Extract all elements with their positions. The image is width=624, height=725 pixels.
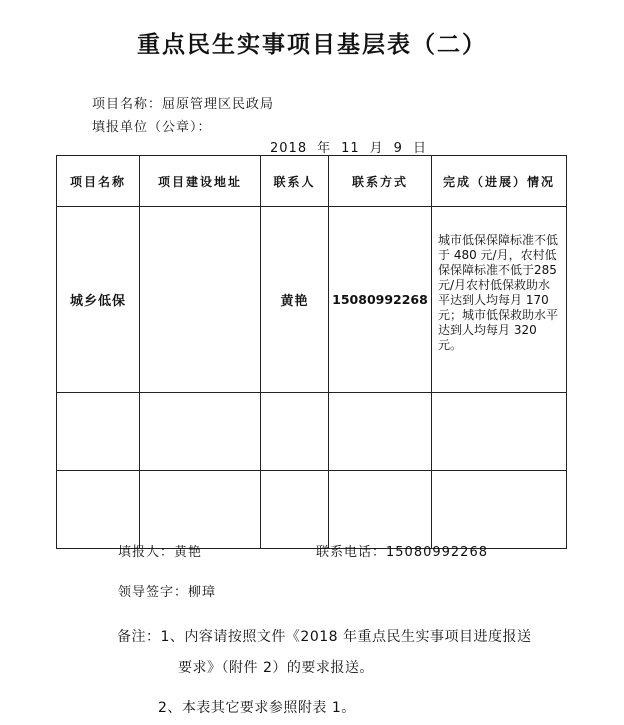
phone-value: 15080992268 — [386, 545, 488, 560]
reporting-unit-line — [92, 116, 212, 135]
header-contact-method: 联系方式 — [329, 156, 432, 207]
project-table — [56, 155, 567, 549]
table-header-row — [57, 156, 567, 207]
project-name-label: 项目名称： — [92, 97, 163, 112]
header-project-address: 项目建设地址 — [140, 156, 261, 207]
cell-phone: 15080992268 — [329, 207, 432, 393]
page-title: 重点民生实事项目基层表（二） — [137, 31, 487, 58]
date-year: 2018 — [270, 141, 308, 156]
table-row-empty — [57, 471, 567, 549]
date-month-unit: 月 — [369, 141, 384, 156]
cell-project-name: 城乡低保 — [57, 207, 140, 393]
filler-label: 填报人： — [118, 545, 175, 560]
cell-contact: 黄艳 — [261, 207, 329, 393]
note-line-2: 要求》（附件 2）的要求报送。 — [178, 660, 374, 676]
note-line-1: 备注：1、内容请按照文件《2018 年重点民生实事项目进度报送 — [117, 629, 532, 645]
phone-line — [316, 541, 488, 560]
phone-label: 联系电话： — [316, 545, 387, 560]
table-row-empty — [57, 393, 567, 471]
leader-value: 柳璋 — [188, 585, 217, 600]
date-day: 9 — [393, 141, 403, 156]
project-name-value: 屈原管理区民政局 — [162, 97, 275, 112]
date-month: 11 — [341, 141, 360, 156]
date-year-unit: 年 — [317, 141, 332, 156]
header-progress: 完成（进展）情况 — [432, 156, 567, 207]
leader-label: 领导签字： — [118, 585, 189, 600]
leader-signature-line — [118, 581, 216, 600]
filler-line — [118, 541, 202, 560]
report-date — [270, 137, 437, 156]
header-contact: 联系人 — [261, 156, 329, 207]
date-day-unit: 日 — [412, 141, 427, 156]
reporting-unit-label: 填报单位（公章）： — [92, 120, 212, 135]
header-project-name: 项目名称 — [57, 156, 140, 207]
cell-progress: 城市低保保障标准不低于 480 元/月，农村低保保障标准不低于285元/月农村低保救助水平达到人均每月 170 元；城市低保救助水平达到人均每月 320 元。 — [432, 207, 567, 393]
filler-value: 黄艳 — [174, 545, 203, 560]
cell-project-address — [140, 207, 261, 393]
table-row — [57, 207, 567, 393]
project-name-line — [92, 93, 274, 112]
note-line-3: 2、本表其它要求参照附表 1。 — [158, 700, 356, 716]
